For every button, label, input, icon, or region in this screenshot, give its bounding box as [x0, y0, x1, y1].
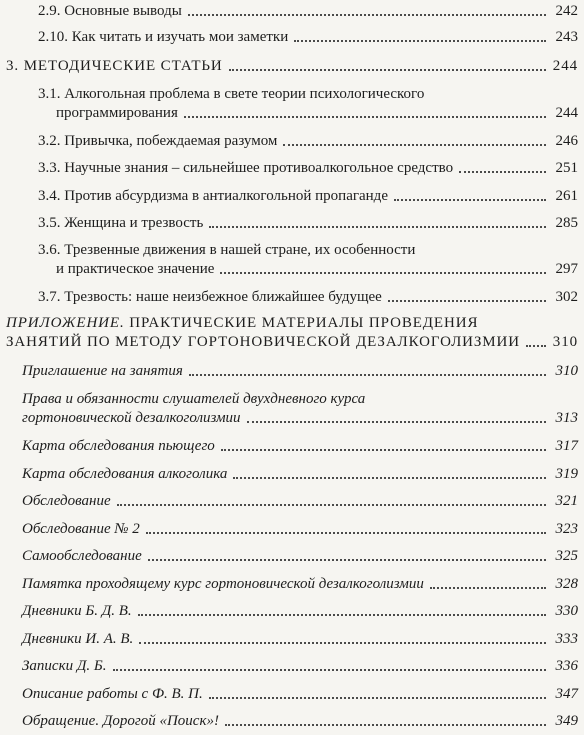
dot-leader [146, 532, 546, 534]
toc-entry[interactable] [22, 684, 578, 704]
toc-entry-page: 242 [555, 3, 578, 19]
dot-leader [117, 504, 546, 506]
toc-entry-page: 349 [555, 713, 578, 729]
toc-entry[interactable] [22, 408, 578, 428]
toc-entry-page: 333 [555, 631, 578, 647]
toc-entry-page: 244 [555, 105, 578, 121]
toc-entry-title: Карта обследования алкоголика [22, 466, 228, 482]
toc-entry-title: Обращение. Дорогой «Поиск»! [22, 713, 219, 729]
toc-entry-title: Памятка проходящему курс гортоновической дезалкоголизмии [22, 576, 424, 592]
dot-leader [283, 144, 546, 146]
toc-entry[interactable] [22, 546, 578, 566]
dot-leader [221, 449, 546, 451]
toc-entry-page: 243 [555, 29, 578, 45]
toc-entry-page: 323 [555, 521, 578, 537]
toc-entry-page: 317 [555, 438, 578, 454]
toc-section-heading[interactable] [6, 56, 578, 76]
toc-entry-page: 251 [555, 160, 578, 176]
toc-entry[interactable] [38, 186, 578, 206]
toc-entry-line1[interactable]: 3.6. Трезвенные движения в нашей стране, их особенности [38, 242, 416, 258]
dot-leader [526, 345, 546, 347]
dot-leader [225, 724, 546, 726]
toc-entry-page: 297 [555, 261, 578, 277]
appendix-heading-rest: ПРАКТИЧЕСКИЕ МАТЕРИАЛЫ ПРОВЕДЕНИЯ [124, 315, 479, 331]
toc-entry[interactable] [22, 574, 578, 594]
toc-section-heading[interactable] [6, 332, 578, 352]
toc-entry-page: 285 [555, 215, 578, 231]
toc-entry-title: гортоновической дезалкоголизмии [22, 410, 241, 426]
dot-leader [209, 697, 546, 699]
toc-entry-page: 310 [555, 363, 578, 379]
dot-leader [139, 642, 546, 644]
toc-entry[interactable] [22, 361, 578, 381]
toc-entry[interactable] [22, 436, 578, 456]
toc-entry[interactable] [38, 131, 578, 151]
toc-entry-title: Приглашение на занятия [22, 363, 183, 379]
toc-entry-page: 246 [555, 133, 578, 149]
toc-entry[interactable] [38, 287, 578, 307]
toc-entry-title: Карта обследования пьющего [22, 438, 215, 454]
dot-leader [247, 421, 546, 423]
toc-entry-title: 3.3. Научные знания – сильнейшее противоалкогольное средство [38, 160, 454, 176]
toc-entry-page: 313 [555, 410, 578, 426]
toc-entry-title: Обследование [22, 493, 111, 509]
dot-leader [294, 40, 546, 42]
dot-leader [229, 69, 546, 71]
dot-leader [430, 587, 546, 589]
dot-leader [459, 171, 546, 173]
toc-entry-title: 3.5. Женщина и трезвость [38, 215, 204, 231]
toc-entry-title: 2.9. Основные выводы [38, 3, 182, 19]
toc-entry-title: 3.7. Трезвость: наше неизбежное ближайшее будущее [38, 289, 382, 305]
toc-entry[interactable] [38, 158, 578, 178]
toc-entry-title: Дневники И. А. В. [22, 631, 134, 647]
toc-entry-page: 261 [555, 188, 578, 204]
toc-entry-page: 244 [552, 58, 578, 74]
toc-entry-title: ЗАНЯТИЙ ПО МЕТОДУ ГОРТОНОВИЧЕСКОЙ ДЕЗАЛКОГОЛИЗМИИ [6, 334, 520, 350]
dot-leader [394, 199, 546, 201]
toc-entry[interactable] [56, 103, 578, 123]
dot-leader [233, 477, 546, 479]
toc-entry-title: Самообследование [22, 548, 142, 564]
dot-leader [148, 559, 546, 561]
toc-entry[interactable] [22, 711, 578, 731]
toc-entry-page: 336 [555, 658, 578, 674]
dot-leader [188, 14, 546, 16]
toc-entry-title: программирования [56, 105, 178, 121]
toc-entry[interactable] [38, 27, 578, 47]
dot-leader [388, 300, 546, 302]
toc-entry[interactable] [22, 629, 578, 649]
dot-leader [138, 614, 546, 616]
toc-entry[interactable] [22, 601, 578, 621]
toc-entry-title: Обследование № 2 [22, 521, 140, 537]
toc-entry-page: 310 [552, 334, 578, 350]
toc-entry[interactable] [38, 213, 578, 233]
toc-entry-title: 3.4. Против абсурдизма в антиалкогольной пропаганде [38, 188, 388, 204]
dot-leader [184, 116, 546, 118]
toc-entry-page: 347 [555, 686, 578, 702]
toc-entry-line1[interactable]: 3.1. Алкогольная проблема в свете теории психологического [38, 86, 425, 102]
toc-entry[interactable] [22, 491, 578, 511]
toc-entry-title: 3.2. Привычка, побеждаемая разумом [38, 133, 278, 149]
toc-entry-title: 2.10. Как читать и изучать мои заметки [38, 29, 289, 45]
appendix-label: ПРИЛОЖЕНИЕ. [6, 315, 125, 331]
dot-leader [189, 374, 546, 376]
toc-entry-line1[interactable]: Права и обязанности слушателей двухдневного курса [22, 391, 366, 407]
dot-leader [220, 272, 546, 274]
toc-entry-title: 3. МЕТОДИЧЕСКИЕ СТАТЬИ [6, 58, 223, 74]
toc-entry-page: 330 [555, 603, 578, 619]
toc-entry[interactable] [38, 1, 578, 21]
dot-leader [209, 226, 546, 228]
toc-entry-title: Описание работы с Ф. В. П. [22, 686, 203, 702]
toc-entry[interactable] [56, 259, 578, 279]
toc-entry-title: и практическое значение [56, 261, 215, 277]
toc-entry-page: 319 [555, 466, 578, 482]
appendix-heading-line1[interactable] [6, 313, 478, 333]
dot-leader [113, 669, 547, 671]
toc-entry-page: 325 [555, 548, 578, 564]
toc-entry-title: Записки Д. Б. [22, 658, 107, 674]
toc-entry-page: 302 [555, 289, 578, 305]
toc-entry-title: Дневники Б. Д. В. [22, 603, 132, 619]
toc-entry[interactable] [22, 656, 578, 676]
toc-entry[interactable] [22, 519, 578, 539]
toc-entry-page: 328 [555, 576, 578, 592]
toc-entry-page: 321 [555, 493, 578, 509]
toc-entry[interactable] [22, 464, 578, 484]
